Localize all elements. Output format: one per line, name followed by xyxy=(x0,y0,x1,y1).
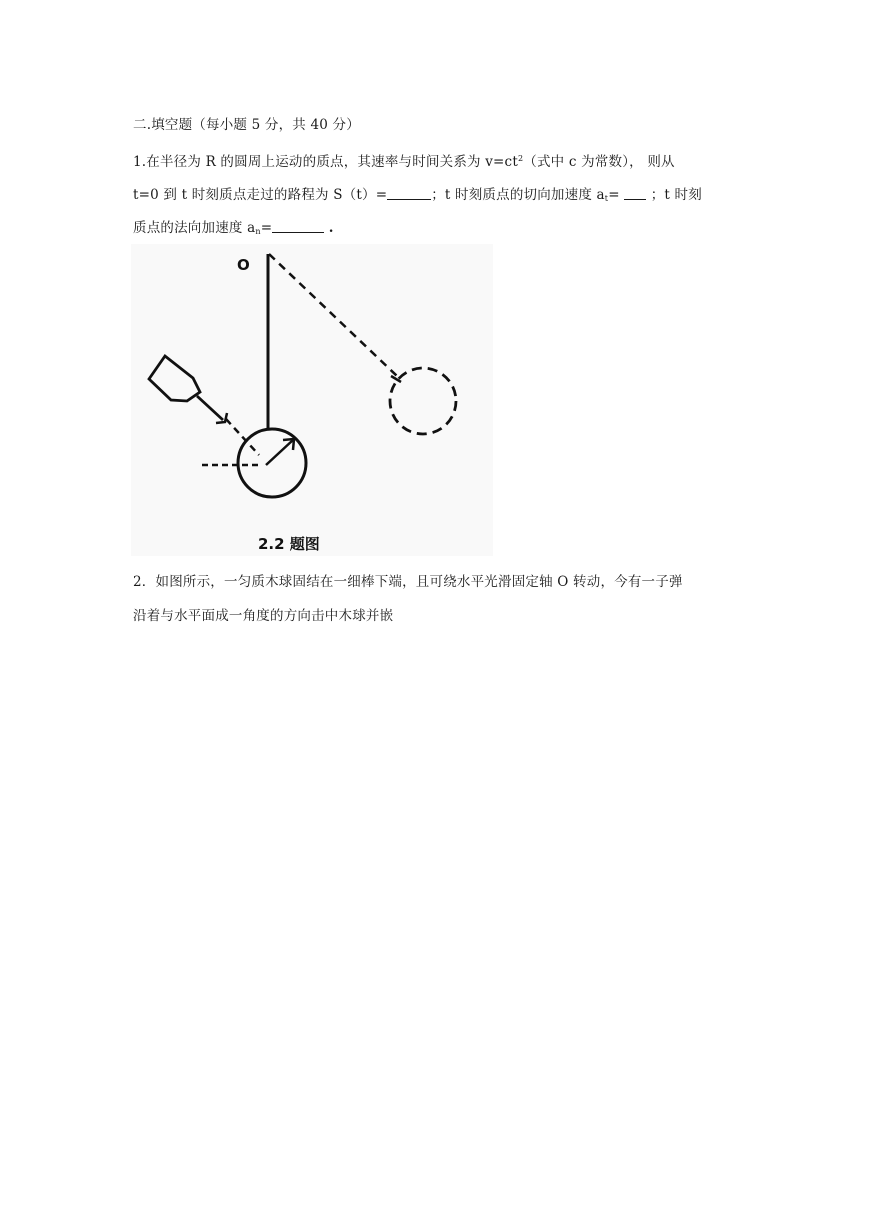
q1-text: 1.在半径为 R 的圆周上运动的质点，其速率与时间关系为 v=ct xyxy=(133,154,518,170)
q1-text: ；t 时刻 xyxy=(650,187,702,203)
q1-subscript-t: t xyxy=(604,194,609,203)
question-1-line-1 xyxy=(133,150,675,170)
answer-blank-normal-acceleration[interactable] xyxy=(272,220,324,233)
q1-text: （式中 c 为常数）， 则从 xyxy=(523,154,675,170)
pivot-label: O xyxy=(237,256,250,274)
q1-text: . xyxy=(328,220,334,236)
question-1-line-2 xyxy=(133,183,702,203)
section-heading: 二.填空题（每小题 5 分，共 40 分） xyxy=(133,117,360,133)
q1-text: ；t 时刻质点的切向加速度 a xyxy=(431,187,605,203)
q1-exponent: 2 xyxy=(517,154,524,163)
q1-text: = xyxy=(260,220,273,236)
pendulum-figure xyxy=(131,244,493,556)
q1-subscript-n: n xyxy=(255,227,261,236)
q1-text: t=0 到 t 时刻质点走过的路程为 S（t）= xyxy=(133,187,388,203)
q1-text: = xyxy=(608,187,620,203)
question-2-line-2: 沿着与水平面成一角度的方向击中木球并嵌 xyxy=(133,608,394,624)
pendulum-diagram xyxy=(131,244,493,556)
figure-caption: 2.2 题图 xyxy=(258,535,320,553)
answer-blank-distance[interactable] xyxy=(387,187,431,200)
q1-text: 质点的法向加速度 a xyxy=(133,220,256,236)
answer-blank-tangential-acceleration[interactable] xyxy=(624,187,646,200)
question-2-line-1: 2．如图所示，一匀质木球固结在一细棒下端，且可绕水平光滑固定轴 O 转动，今有一子弹 xyxy=(133,574,683,590)
question-1-line-3 xyxy=(133,216,334,236)
